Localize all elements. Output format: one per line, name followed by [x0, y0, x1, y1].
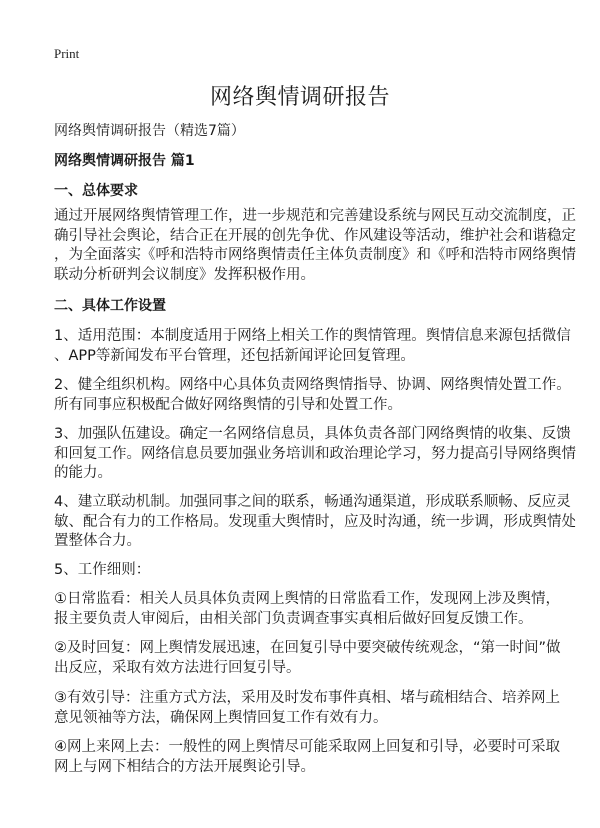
text-line: 网上与网下相结合的方法开展舆论引导。 — [54, 758, 315, 775]
text-line: 出反应，采取有效方法进行回复引导。 — [54, 659, 301, 676]
text-line: ，为全面落实《呼和浩特市网络舆情责任主体负责制度》和《呼和浩特市网络舆情 — [54, 247, 576, 263]
subtitle: 网络舆情调研报告（精选7篇） — [54, 123, 245, 139]
item-paragraph — [54, 561, 574, 581]
rule-paragraph — [54, 738, 574, 777]
text-line: 报主要负责人审阅后，由相关部门负责调查事实真相后做好回复反馈工作。 — [54, 610, 533, 627]
rule-paragraph — [54, 590, 574, 629]
text-line: 2、健全组织机构。网络中心具体负责网络舆情指导、协调、网络舆情处置工作。 — [54, 377, 571, 393]
text-line: ④网上来网上去：一般性的网上舆情尽可能采取网上回复和引导，必要时可采取 — [54, 739, 560, 755]
page-title: 网络舆情调研报告 — [209, 85, 390, 110]
item-paragraph — [54, 493, 574, 552]
text-line: ②及时回复：网上舆情发展迅速，在回复引导中要突破传统观念，“第一时间”做 — [54, 640, 561, 656]
text-line: 确引导社会舆论，结合正在开展的创先争优、作风建设等活动，维护社会和谐稳定 — [54, 227, 576, 244]
text-line: 通过开展网络舆情管理工作，进一步规范和完善建设系统与网民互动交流制度，正 — [54, 208, 576, 224]
text-line: 1、适用范围：本制度适用于网络上相关工作的舆情管理。舆情信息来源包括微信 — [54, 328, 571, 344]
text-line: 和回复工作。网络信息员要加强业务培训和政治理论学习，努力提高引导网络舆情 — [54, 445, 576, 462]
text-line: 4、建立联动机制。加强同事之间的联系，畅通沟通渠道，形成联系顺畅、反应灵 — [54, 494, 571, 510]
text-line: 联动分析研判会议制度》发挥积极作用。 — [54, 266, 315, 283]
rule-paragraph — [54, 689, 574, 728]
item-paragraph — [54, 425, 574, 484]
item-paragraph — [54, 376, 574, 415]
heading-work-setup: 二、具体工作设置 — [54, 298, 166, 314]
text-line: ①日常监看：相关人员具体负责网上舆情的日常监看工作，发现网上涉及舆情， — [54, 591, 560, 607]
text-line: 意见领袖等方法，确保网上舆情回复工作有效有力。 — [54, 709, 388, 726]
print-link[interactable]: Print — [54, 46, 80, 61]
text-line: ③有效引导：注重方式方法，采用及时发布事件真相、堵与疏相结合、培养网上 — [54, 690, 560, 706]
text-line: 、APP等新闻发布平台管理，还包括新闻评论回复管理。 — [54, 347, 415, 364]
text-line: 所有同事应积极配合做好网络舆情的引导和处置工作。 — [54, 396, 402, 413]
intro-paragraph — [54, 207, 574, 285]
text-line: 置整体合力。 — [54, 533, 141, 549]
item-paragraph — [54, 327, 574, 366]
heading-general-requirements: 一、总体要求 — [54, 183, 138, 199]
text-line: 3、加强队伍建设。确定一名网络信息员，具体负责各部门网络舆情的收集、反馈 — [54, 426, 571, 442]
text-line: 的能力。 — [54, 465, 112, 481]
rule-paragraph — [54, 639, 574, 678]
section-title: 网络舆情调研报告 篇1 — [54, 153, 195, 169]
text-line: 敏、配合有力的工作格局。发现重大舆情时，应及时沟通，统一步调，形成舆情处 — [54, 513, 576, 530]
text-line: 5、工作细则： — [54, 562, 151, 578]
